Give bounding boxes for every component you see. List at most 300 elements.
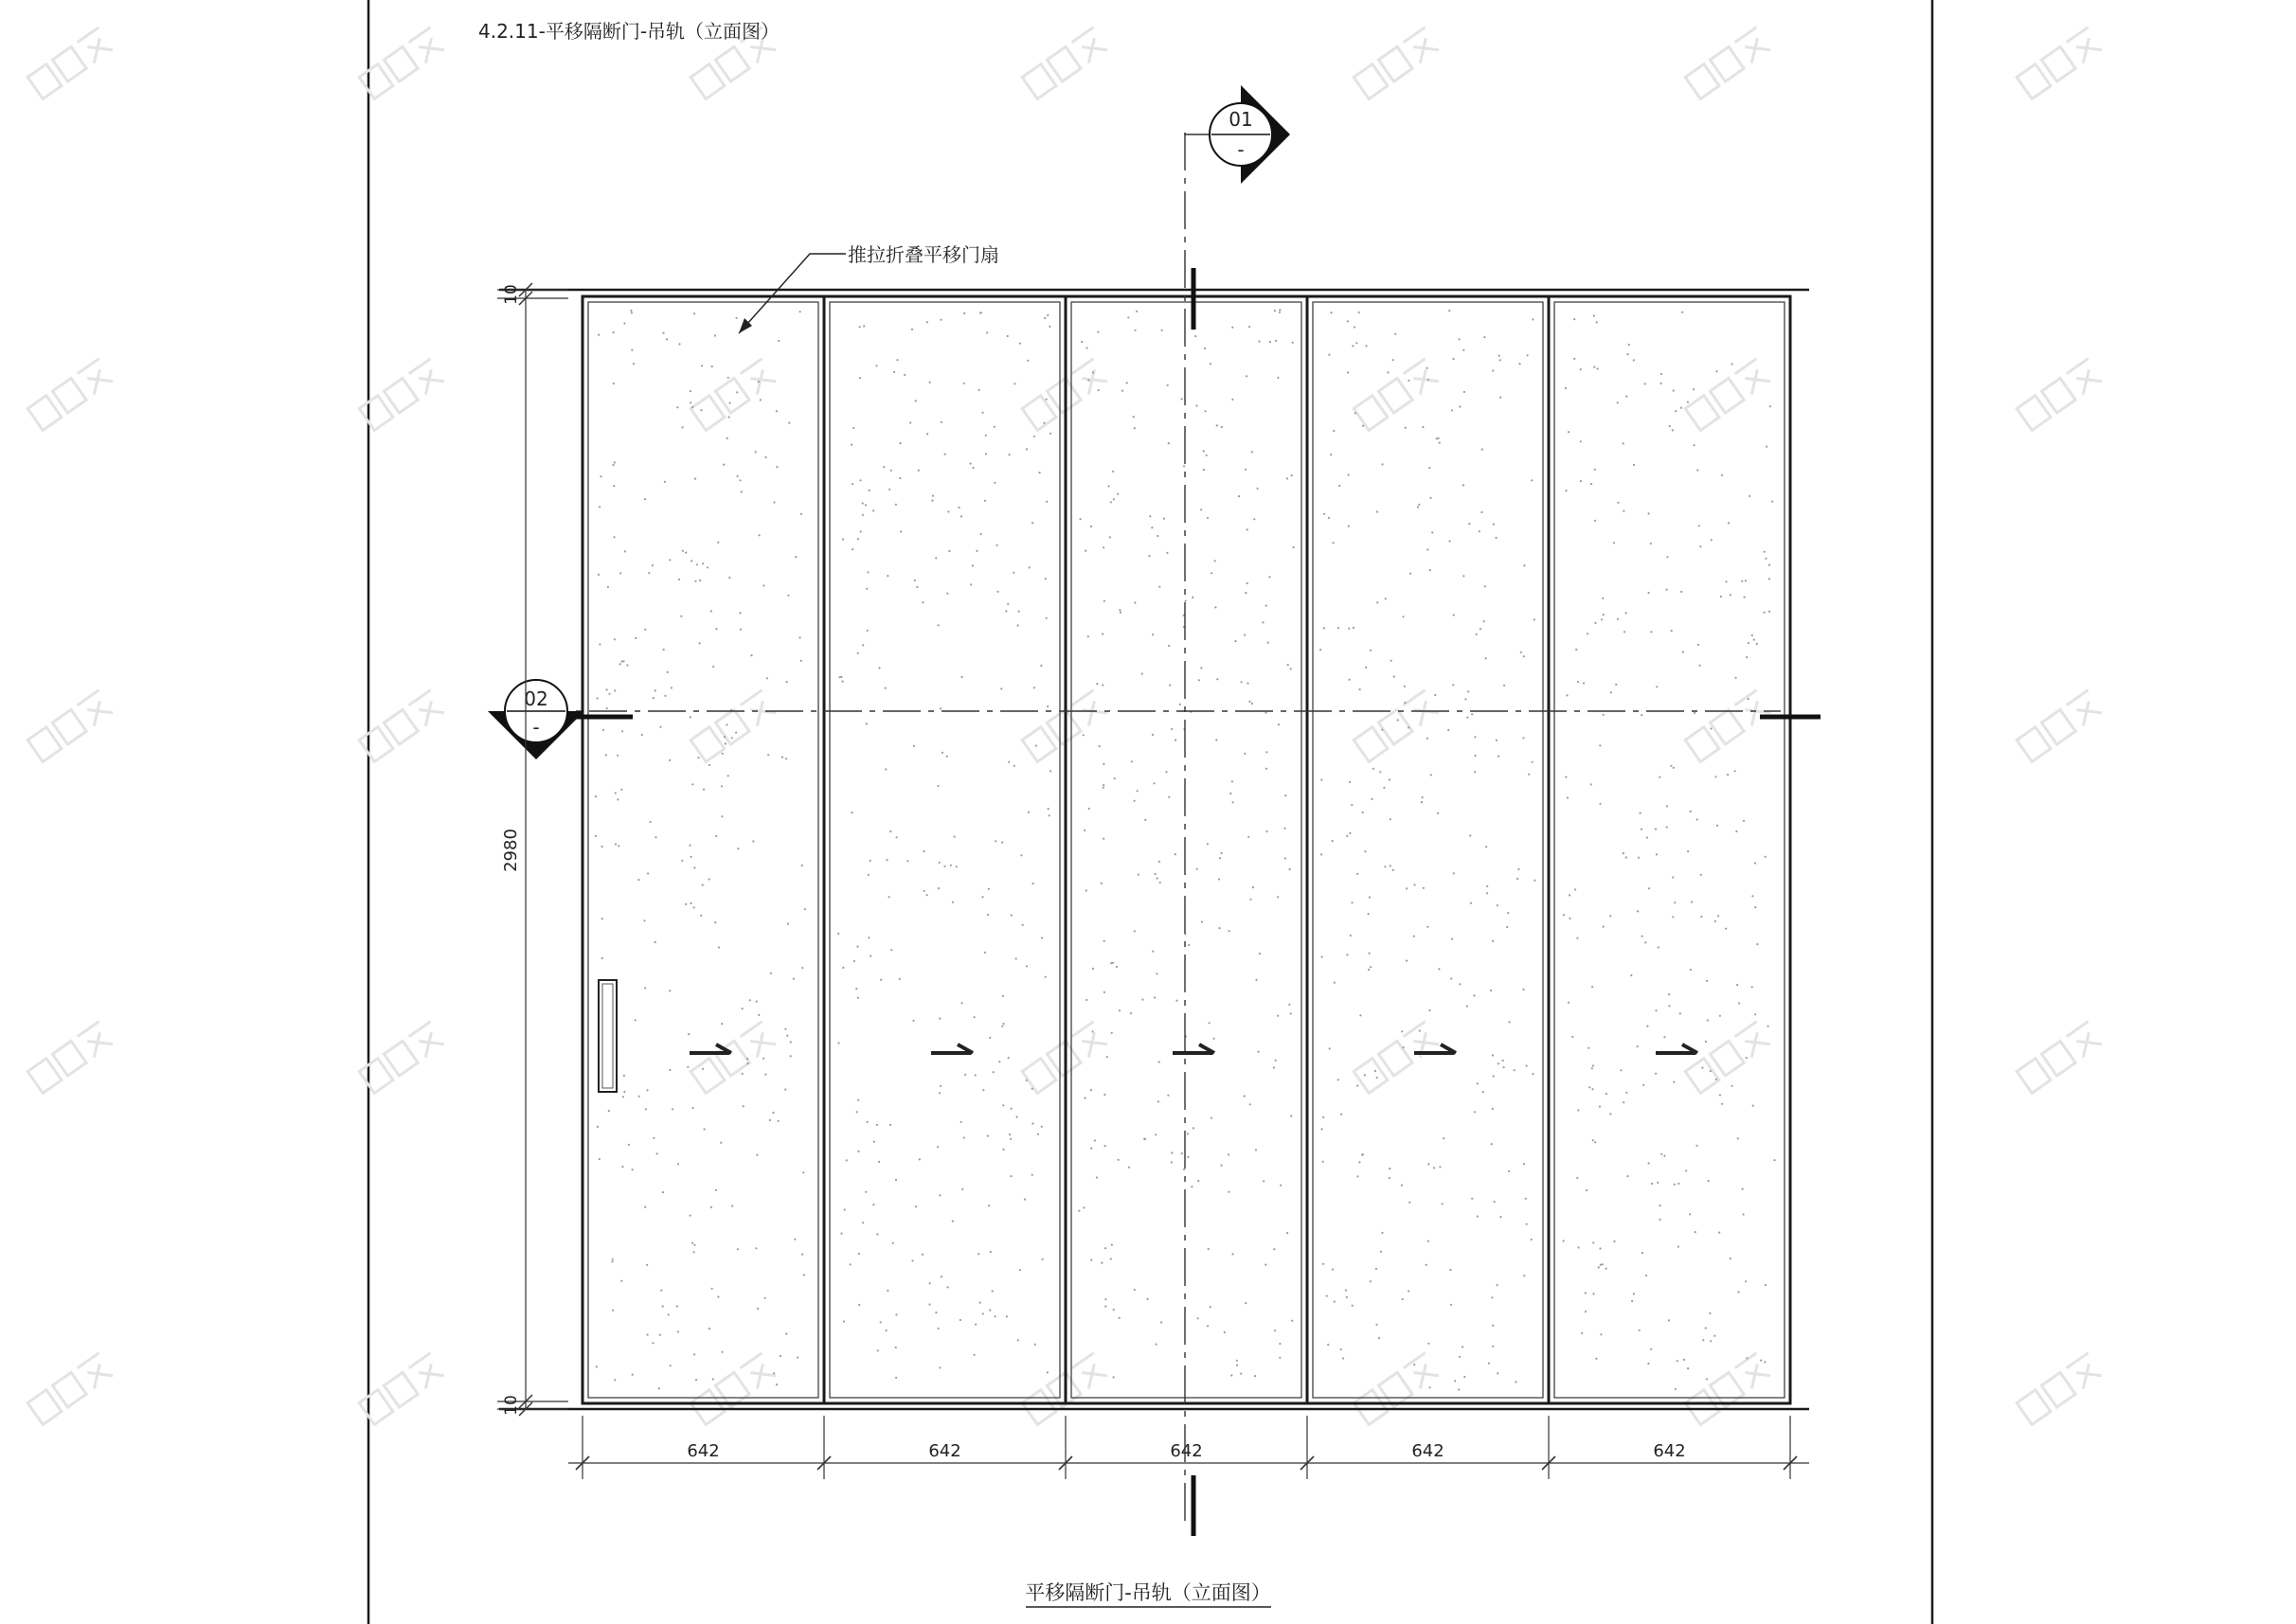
hatch-dot: [1375, 1268, 1377, 1270]
hatch-dot: [1585, 1311, 1587, 1312]
hatch-dot: [1641, 936, 1643, 937]
hatch-dot: [944, 454, 946, 455]
hatch-dot: [1035, 744, 1037, 746]
dim-panel-width: 642: [1653, 1441, 1686, 1461]
hatch-dot: [630, 310, 632, 312]
hatch-dot: [870, 860, 871, 862]
hatch-dot: [1337, 627, 1339, 629]
hatch-dot: [1641, 714, 1642, 716]
hatch-dot: [1682, 651, 1684, 653]
hatch-dot: [1353, 627, 1354, 629]
hatch-dot: [612, 1258, 614, 1260]
hatch-dot: [711, 1288, 713, 1290]
hatch-dot: [1468, 523, 1470, 525]
hatch-dot: [678, 579, 680, 580]
hatch-dot: [1044, 317, 1046, 319]
hatch-dot: [1104, 1145, 1106, 1147]
hatch-dot: [952, 1221, 954, 1222]
hatch-dot: [652, 564, 654, 566]
hatch-dot: [1258, 340, 1260, 342]
hatch-dot: [886, 859, 888, 861]
hatch-dot: [1743, 820, 1745, 822]
hatch-dot: [954, 836, 956, 838]
hatch-dot: [857, 1099, 859, 1101]
hatch-dot: [970, 583, 972, 585]
hatch-dot: [770, 973, 772, 974]
hatch-dot: [1265, 751, 1267, 753]
hatch-dot: [1603, 614, 1605, 616]
hatch-dot: [1094, 1139, 1096, 1141]
hatch-dot: [696, 563, 698, 565]
hatch-dot: [866, 723, 868, 724]
hatch-dot: [737, 1248, 739, 1250]
hatch-dot: [1753, 639, 1755, 641]
watermark-mark: [2017, 1353, 2103, 1425]
hatch-dot: [1384, 866, 1386, 867]
hatch-dot: [1165, 771, 1167, 773]
hatch-dot: [635, 1019, 637, 1021]
hatch-dot: [1321, 1128, 1323, 1130]
hatch-dot: [1292, 342, 1294, 344]
hatch-dot: [697, 757, 699, 758]
section-heading: 4.2.11-平移隔断门-吊轨（立面图）: [478, 20, 780, 43]
hatch-dot: [1534, 880, 1535, 882]
hatch-dot: [1274, 310, 1276, 312]
hatch-dot: [856, 946, 858, 948]
hatch-dot: [987, 1135, 989, 1137]
hatch-dot: [1493, 524, 1495, 526]
hatch-dot: [1087, 380, 1089, 382]
hatch-dot: [1144, 819, 1146, 821]
watermark-mark: [1685, 359, 1771, 431]
hatch-dot: [715, 835, 717, 837]
hatch-dot: [1713, 1335, 1715, 1337]
hatch-dot: [786, 681, 788, 683]
hatch-dot: [1133, 416, 1135, 418]
hatch-dot: [1106, 1056, 1108, 1058]
hatch-dot: [1342, 1357, 1344, 1359]
hatch-dot: [1007, 335, 1009, 337]
hatch-dot: [1748, 642, 1749, 644]
hatch-dot: [1245, 592, 1247, 594]
hatch-dot: [1666, 805, 1668, 807]
hatch-dot: [1523, 564, 1525, 566]
hatch-dot: [1742, 1188, 1744, 1190]
hatch-dot: [862, 502, 864, 504]
hatch-dot: [893, 371, 895, 373]
hatch-dot: [1103, 1094, 1105, 1096]
hatch-dot: [1376, 1077, 1378, 1079]
hatch-dot: [915, 400, 917, 402]
hatch-dot: [1568, 1002, 1570, 1004]
hatch-dot: [1421, 801, 1423, 803]
hatch-dot: [711, 366, 713, 367]
hatch-dot: [1422, 426, 1424, 428]
hatch-dot: [868, 874, 870, 876]
hatch-dot: [1760, 1360, 1762, 1362]
hatch-dot: [1031, 1174, 1033, 1176]
hatch-dot: [1525, 1198, 1527, 1200]
hatch-dot: [1474, 755, 1476, 757]
hatch-dot: [1284, 858, 1286, 860]
dim-top-gap: 10: [502, 284, 521, 305]
dim-overall-height: 2980: [501, 829, 521, 872]
callout-02-sheet: -: [532, 716, 540, 739]
hatch-dot: [865, 1191, 867, 1193]
hatch-dot: [973, 467, 975, 469]
hatch-dot: [1401, 1185, 1403, 1187]
hatch-dot: [1522, 989, 1524, 990]
hatch-dot: [1092, 968, 1094, 970]
hatch-dot: [1593, 314, 1595, 316]
watermark-mark: [27, 1022, 114, 1094]
hatch-dot: [890, 470, 892, 472]
hatch-dot: [717, 542, 719, 544]
hatch-dot: [1491, 1296, 1493, 1298]
hatch-dot: [899, 978, 901, 980]
hatch-dot: [631, 349, 633, 351]
hatch-dot: [858, 1253, 860, 1255]
hatch-dot: [623, 1075, 625, 1077]
watermark-mark: [27, 1353, 114, 1425]
hatch-dot: [735, 732, 737, 734]
hatch-dot: [1477, 1215, 1479, 1217]
hatch-dot: [721, 1023, 723, 1025]
hatch-dot: [1515, 1381, 1516, 1383]
hatch-dot: [664, 481, 666, 483]
hatch-dot: [1371, 798, 1372, 800]
hatch-dot: [1746, 1357, 1748, 1359]
hatch-dot: [1244, 634, 1246, 635]
hatch-dot: [1569, 894, 1570, 896]
hatch-dot: [1453, 872, 1455, 874]
hatch-dot: [1009, 1133, 1011, 1135]
hatch-dot: [1393, 675, 1395, 677]
hatch-dot: [1625, 396, 1627, 398]
hatch-dot: [712, 1378, 714, 1380]
hatch-dot: [868, 937, 870, 938]
hatch-dot: [1477, 1082, 1479, 1084]
door-panels: [583, 296, 1790, 1403]
hatch-dot: [778, 340, 780, 342]
hatch-dot: [1103, 600, 1105, 602]
hatch-dot: [1286, 477, 1288, 479]
hatch-dot: [938, 887, 940, 889]
hatch-dot: [1033, 687, 1035, 688]
hatch-dot: [1147, 1298, 1149, 1300]
hatch-dot: [870, 955, 871, 957]
hatch-dot: [1092, 1030, 1094, 1032]
hatch-dot: [641, 734, 643, 736]
hatch-dot: [960, 1002, 962, 1004]
hatch-dot: [1383, 787, 1385, 789]
hatch-dot: [1766, 446, 1767, 448]
hatch-dot: [628, 1144, 630, 1146]
hatch-dot: [1580, 368, 1582, 370]
hatch-dot: [602, 729, 604, 731]
hatch-dot: [694, 580, 696, 582]
hatch-dot: [1659, 776, 1660, 778]
hatch-dot: [1008, 1057, 1010, 1059]
hatch-dot: [1368, 913, 1370, 915]
hatch-dot: [1181, 1152, 1183, 1154]
hatch-dot: [1168, 442, 1170, 444]
hatch-dot: [1448, 310, 1450, 312]
hatch-dot: [1365, 345, 1367, 347]
hatch-dot: [970, 463, 972, 465]
hatch-dot: [1218, 878, 1220, 880]
hatch-dot: [1143, 1138, 1145, 1140]
hatch-dot: [1694, 444, 1695, 446]
hatch-dot: [1358, 1161, 1360, 1163]
hatch-dot: [1007, 603, 1009, 605]
hatch-dot: [1650, 543, 1652, 544]
hatch-dot: [1659, 1205, 1661, 1206]
hatch-dot: [1480, 511, 1482, 513]
hatch-dot: [1609, 1113, 1611, 1115]
hatch-dot: [1203, 450, 1205, 452]
hatch-dot: [737, 475, 739, 477]
hatch-dot: [1231, 780, 1233, 782]
hatch-dot: [1161, 330, 1163, 331]
hatch-dot: [1637, 910, 1639, 912]
hatch-dot: [1602, 598, 1604, 599]
hatch-dot: [690, 402, 691, 403]
hatch-dot: [1002, 1149, 1004, 1151]
hatch-dot: [1290, 668, 1292, 669]
door-handle-inner: [602, 984, 613, 1088]
hatch-dot: [1586, 1189, 1587, 1191]
hatch-dot: [1655, 829, 1657, 830]
hatch-dot: [978, 389, 980, 391]
hatch-dot: [1522, 737, 1524, 739]
watermark-mark: [359, 27, 445, 99]
hatch-dot: [1034, 1344, 1036, 1346]
hatch-dot: [1599, 803, 1601, 805]
dim-panel-width: 642: [928, 1441, 961, 1461]
hatch-dot: [1376, 510, 1378, 512]
hatch-dot: [1265, 605, 1267, 607]
hatch-dot: [1600, 1264, 1602, 1266]
hatch-dot: [691, 1242, 693, 1244]
hatch-dot: [880, 979, 882, 981]
watermark-mark: [1022, 27, 1108, 99]
hatch-dot: [746, 1062, 748, 1064]
hatch-dot: [632, 1374, 634, 1376]
hatch-dot: [924, 850, 925, 852]
hatch-dot: [961, 676, 963, 678]
hatch-dot: [1727, 774, 1729, 776]
hatch-dot: [1114, 777, 1116, 779]
hatch-dot: [1768, 611, 1770, 613]
hatch-dot: [855, 988, 857, 990]
hatch-dot: [660, 1290, 662, 1292]
hatch-dot: [726, 437, 728, 439]
hatch-dot: [1706, 1378, 1708, 1380]
hatch-dot: [1365, 667, 1367, 669]
hatch-dot: [1351, 901, 1353, 903]
hatch-dot: [1230, 1374, 1232, 1376]
hatch-dot: [781, 757, 783, 758]
hatch-dot: [1452, 684, 1454, 686]
watermark-mark: [27, 27, 114, 99]
hatch-dot: [1349, 679, 1351, 681]
hatch-dot: [963, 1136, 965, 1138]
hatch-dot: [1642, 1084, 1644, 1086]
hatch-dot: [595, 835, 597, 837]
hatch-dot: [638, 1096, 640, 1098]
hatch-dot: [1389, 1168, 1390, 1169]
hatch-dot: [843, 1321, 845, 1323]
hatch-dot: [1718, 1232, 1720, 1234]
hatch-dot: [1576, 937, 1578, 939]
hatch-dot: [1026, 448, 1028, 450]
hatch-dot: [876, 1233, 878, 1235]
hatch-dot: [1152, 734, 1154, 736]
hatch-dot: [1380, 1251, 1382, 1253]
hatch-dot: [1287, 664, 1289, 666]
hatch-dot: [1660, 373, 1662, 375]
hatch-dot: [715, 1189, 717, 1191]
hatch-dot: [892, 1242, 894, 1244]
hatch-dot: [1009, 454, 1011, 455]
hatch-dot: [988, 1205, 990, 1206]
hatch-dot: [988, 888, 990, 890]
hatch-dot: [787, 923, 789, 925]
hatch-dot: [918, 470, 920, 472]
hatch-dot: [1625, 1092, 1627, 1094]
hatch-dot: [776, 1383, 778, 1385]
hatch-dot: [975, 1324, 977, 1326]
hatch-dot: [1738, 1291, 1740, 1293]
hatch-dot: [1695, 1145, 1697, 1147]
hatch-dot: [1219, 857, 1221, 859]
hatch-dot: [1020, 854, 1022, 856]
hatch-dot: [939, 1092, 941, 1094]
hatch-dot: [1113, 1309, 1115, 1311]
hatch-dot: [1656, 853, 1658, 855]
hatch-dot: [1249, 1103, 1251, 1105]
hatch-dot: [857, 652, 859, 654]
hatch-dot: [1047, 705, 1049, 707]
hatch-dot: [1362, 812, 1364, 813]
hatch-dot: [1204, 348, 1206, 349]
hatch-dot: [1119, 1317, 1121, 1319]
hatch-dot: [975, 1074, 977, 1076]
hatch-dot: [1458, 1388, 1460, 1390]
hatch-dot: [895, 1377, 897, 1379]
hatch-dot: [690, 716, 691, 718]
hatch-dot: [764, 1074, 766, 1076]
hatch-dot: [1203, 469, 1205, 471]
hatch-dot: [1498, 1062, 1499, 1064]
hatch-dot: [1404, 702, 1406, 704]
hatch-dot: [1175, 853, 1176, 855]
hatch-dot: [1092, 371, 1094, 373]
hatch-dot: [1503, 1066, 1505, 1068]
hatch-dot: [1171, 1151, 1173, 1153]
hatch-dot: [1127, 316, 1129, 318]
hatch-dot: [1042, 1258, 1044, 1260]
hatch-dot: [693, 866, 695, 868]
hatch-dot: [940, 1085, 942, 1087]
hatch-dot: [1677, 1245, 1679, 1247]
hatch-dot: [1008, 761, 1010, 763]
hatch-dot: [857, 997, 859, 999]
hatch-dot: [1623, 1101, 1624, 1103]
hatch-dot: [1110, 1258, 1112, 1259]
hatch-dot: [1672, 876, 1674, 878]
hatch-dot: [666, 338, 668, 340]
hatch-dot: [1238, 495, 1240, 497]
hatch-dot: [1716, 825, 1718, 827]
hatch-dot: [895, 1347, 897, 1348]
hatch-dot: [1011, 1108, 1013, 1110]
hatch-dot: [947, 510, 949, 512]
hatch-dot: [1668, 993, 1670, 995]
hatch-dot: [785, 1333, 787, 1335]
hatch-dot: [976, 550, 978, 552]
hatch-dot: [1402, 616, 1404, 617]
hatch-dot: [935, 557, 937, 559]
hatch-dot: [1019, 1269, 1021, 1271]
hatch-dot: [755, 1247, 757, 1249]
hatch-dot: [1090, 1089, 1092, 1091]
hatch-dot: [669, 559, 671, 561]
hatch-dot: [1210, 1306, 1211, 1308]
hatch-dot: [1596, 321, 1598, 323]
hatch-dot: [621, 1166, 623, 1168]
section-callout-02: [488, 680, 584, 759]
hatch-dot: [1121, 390, 1123, 392]
hatch-dot: [1026, 1080, 1028, 1081]
hatch-dot: [646, 1264, 648, 1266]
hatch-dot: [804, 908, 806, 910]
right-arrow-icon: [1173, 1044, 1214, 1053]
hatch-dot: [996, 591, 998, 593]
hatch-dot: [728, 577, 730, 579]
hatch-dot: [950, 865, 952, 866]
watermark-mark: [1354, 27, 1440, 99]
hatch-dot: [1492, 1108, 1494, 1110]
hatch-dot: [1026, 965, 1028, 967]
hatch-dot: [1345, 1290, 1347, 1292]
hatch-dot: [1673, 1081, 1675, 1083]
hatch-dot: [1617, 502, 1619, 504]
hatch-dot: [1155, 1133, 1157, 1135]
hatch-dot: [623, 1091, 625, 1093]
hatch-dot: [1626, 1175, 1628, 1177]
hatch-dot: [1006, 1315, 1008, 1317]
hatch-dot: [731, 737, 733, 739]
hatch-dot: [1771, 501, 1773, 503]
hatch-dot: [1710, 1070, 1712, 1072]
hatch-dot: [1323, 627, 1325, 629]
hatch-dot: [1748, 698, 1749, 700]
hatch-dot: [1168, 796, 1170, 798]
hatch-dot: [1503, 685, 1505, 687]
hatch-dot: [1646, 1026, 1648, 1027]
hatch-dot: [1193, 1127, 1194, 1129]
hatch-dot: [935, 1312, 937, 1313]
hatch-dot: [859, 377, 861, 379]
dim-panel-width: 642: [1411, 1441, 1444, 1461]
hatch-dot: [1288, 1004, 1290, 1006]
hatch-dot: [1332, 1268, 1334, 1270]
hatch-dot: [853, 960, 855, 962]
hatch-dot: [946, 756, 948, 758]
hatch-dot: [622, 660, 624, 662]
